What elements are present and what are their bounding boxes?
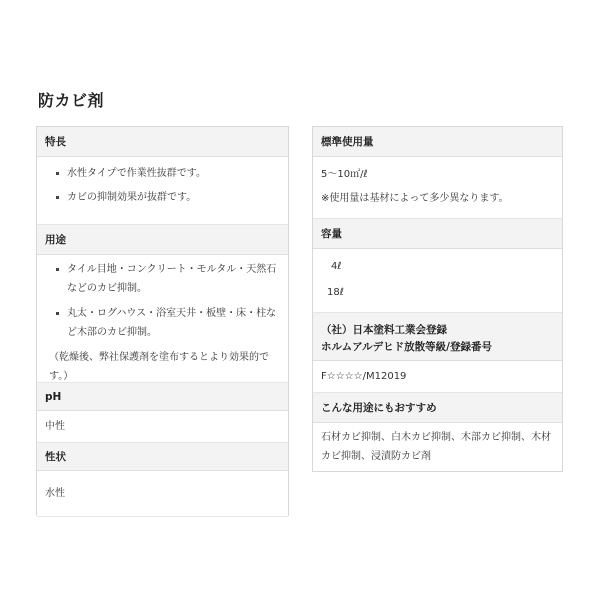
ph-value: 中性: [45, 421, 65, 432]
capacity-header: [313, 219, 562, 249]
uses-item-2-line-2: ど木部のカビ抑制。: [67, 327, 157, 338]
page-title: 防カビ剤: [38, 91, 105, 110]
recommend-header: [313, 393, 562, 423]
registration-header-line-2: ホルムアルデヒド放散等級/登録番号: [321, 341, 492, 353]
uses-item-2-line-1: 丸太・ログハウス・浴室天井・板壁・床・柱な: [67, 308, 277, 319]
recommend-header-label: こんな用途にもおすすめ: [321, 402, 437, 414]
uses-note-line-2: す。）: [49, 371, 74, 382]
usage-header-label: 標準使用量: [321, 136, 374, 148]
registration-value: F☆☆☆☆/M12019: [321, 371, 407, 382]
nature-header: [37, 443, 288, 471]
usage-value: 5〜10㎡/ℓ: [321, 169, 368, 180]
spec-table-right: [312, 126, 563, 472]
ph-header: [37, 383, 288, 411]
registration-header: [313, 313, 562, 361]
nature-header-label: 性状: [45, 451, 66, 463]
uses-item-1-line-1: タイル目地・コンクリート・モルタル・天然石: [67, 264, 277, 275]
capacity-value: 4ℓ: [331, 261, 342, 272]
capacity-cell: [313, 249, 562, 313]
list-item: [45, 304, 280, 342]
recommend-cell: [313, 423, 562, 471]
list-item: 水性タイプで作業性抜群です。: [45, 164, 280, 183]
nature-value: 水性: [45, 488, 65, 499]
recommend-line-2: カビ抑制、浸漬防カビ剤: [321, 451, 431, 462]
ph-cell: [37, 411, 288, 443]
capacity-value: 18ℓ: [327, 287, 344, 298]
list-item: [45, 260, 280, 298]
uses-note-line-1: （乾燥後、弊社保護剤を塗布するとより効果的で: [49, 352, 269, 363]
registration-cell: [313, 361, 562, 393]
ph-header-label: pH: [45, 390, 62, 403]
nature-cell: [37, 471, 288, 517]
usage-note: ※使用量は基材によって多少異なります。: [321, 193, 509, 204]
capacity-header-label: 容量: [321, 228, 342, 240]
features-cell: [37, 157, 288, 225]
recommend-line-1: 石材カビ抑制、白木カビ抑制、木部カビ抑制、木材: [321, 432, 551, 443]
uses-header: [37, 225, 288, 255]
features-header-label: 特長: [45, 136, 66, 148]
registration-header-line-1: （社）日本塗料工業会登録: [321, 324, 447, 336]
usage-header: [313, 127, 562, 157]
uses-cell: [37, 255, 288, 383]
usage-cell: [313, 157, 562, 219]
features-header: [37, 127, 288, 157]
uses-item-1-line-2: などのカビ抑制。: [67, 283, 147, 294]
list-item: カビの抑制効果が抜群です。: [45, 188, 280, 207]
uses-header-label: 用途: [45, 234, 66, 246]
spec-table-left: [36, 126, 289, 516]
uses-note: [45, 348, 280, 386]
